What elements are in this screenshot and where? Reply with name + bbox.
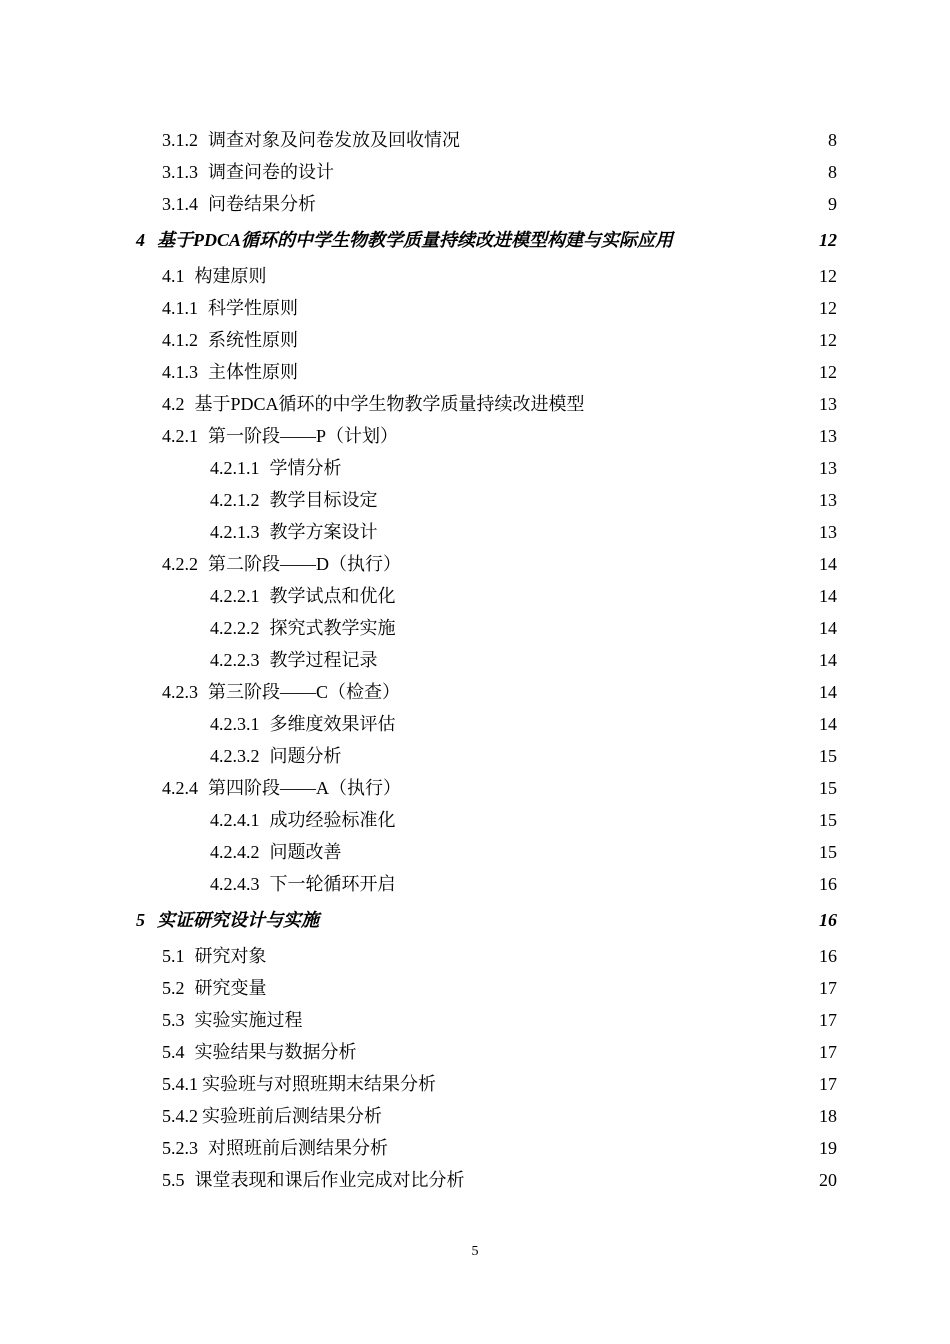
toc-entry-label [210, 804, 396, 836]
toc-entry[interactable] [0, 324, 950, 356]
toc-entry-title: 基于PDCA循环的中学生物教学质量持续改进模型构建与实际应用 [157, 230, 674, 250]
toc-entry-title: 成功经验标准化 [269, 810, 396, 830]
toc-entry-number: 5.4 [162, 1042, 185, 1062]
toc-entry-title: 第二阶段——D（执行） [208, 554, 401, 574]
toc-entry-number: 3.1.2 [162, 130, 198, 150]
toc-entry-label [210, 836, 342, 868]
toc-entry-title: 教学试点和优化 [269, 586, 396, 606]
toc-entry-title: 调查对象及问卷发放及回收情况 [208, 130, 460, 150]
toc-entry[interactable] [0, 868, 950, 900]
toc-entry[interactable] [0, 388, 950, 420]
toc-entry-page: 12 [819, 230, 837, 250]
toc-entry[interactable] [0, 1068, 950, 1100]
toc-entry-label [136, 900, 319, 940]
toc-entry-label [210, 580, 396, 612]
toc-entry[interactable] [0, 516, 950, 548]
toc-entry[interactable] [0, 612, 950, 644]
toc-entry-label [210, 484, 378, 516]
toc-entry-label [162, 1068, 436, 1100]
toc-entry-page: 19 [819, 1138, 837, 1158]
toc-entry[interactable] [0, 1100, 950, 1132]
toc-entry-number: 4.2.3 [162, 682, 198, 702]
table-of-contents [0, 124, 950, 1196]
toc-entry-page: 15 [819, 778, 837, 798]
toc-entry-number: 4.2.1 [162, 426, 198, 446]
toc-entry-page: 12 [819, 330, 837, 350]
toc-entry[interactable] [0, 292, 950, 324]
toc-entry[interactable] [0, 676, 950, 708]
toc-entry-page: 14 [819, 682, 837, 702]
toc-entry-title: 实证研究设计与实施 [157, 910, 319, 930]
toc-entry-label [162, 156, 334, 188]
page-number: 5 [471, 1244, 479, 1259]
toc-entry[interactable] [0, 260, 950, 292]
toc-entry-number: 4.2.4 [162, 778, 198, 798]
toc-entry-title: 问卷结果分析 [208, 194, 316, 214]
toc-entry-page: 14 [819, 618, 837, 638]
toc-entry-page: 16 [819, 874, 837, 894]
toc-entry-label [210, 868, 396, 900]
toc-entry-title: 探究式教学实施 [269, 618, 396, 638]
toc-entry-label [162, 420, 398, 452]
toc-entry-label [162, 1036, 357, 1068]
toc-entry-title: 实验结果与数据分析 [194, 1042, 357, 1062]
toc-entry-number: 5.3 [162, 1010, 185, 1030]
toc-entry-number: 5.4.2 [162, 1106, 198, 1126]
toc-entry-page: 13 [819, 490, 837, 510]
toc-entry-number: 4.2.1.3 [210, 522, 260, 542]
toc-entry-label [210, 612, 396, 644]
toc-entry-title: 实验实施过程 [194, 1010, 303, 1030]
toc-entry[interactable] [0, 804, 950, 836]
toc-entry[interactable] [0, 356, 950, 388]
toc-entry-title: 问题分析 [269, 746, 342, 766]
toc-entry-page: 15 [819, 810, 837, 830]
toc-entry-label [162, 124, 460, 156]
toc-entry[interactable] [0, 420, 950, 452]
toc-entry-label [162, 1100, 382, 1132]
toc-entry[interactable] [0, 1132, 950, 1164]
toc-entry-page: 18 [819, 1106, 837, 1126]
toc-entry[interactable] [0, 156, 950, 188]
toc-entry[interactable] [0, 836, 950, 868]
toc-entry-number: 5.5 [162, 1170, 185, 1190]
toc-entry-page: 13 [819, 426, 837, 446]
toc-entry-label [162, 388, 585, 420]
toc-entry-title: 对照班前后测结果分析 [208, 1138, 388, 1158]
toc-entry-title: 教学过程记录 [269, 650, 378, 670]
toc-entry-page: 13 [819, 522, 837, 542]
toc-entry-page: 17 [819, 1010, 837, 1030]
toc-entry-number: 4.2.3.1 [210, 714, 260, 734]
toc-entry-label [162, 676, 400, 708]
toc-entry[interactable] [0, 972, 950, 1004]
toc-entry-page: 15 [819, 746, 837, 766]
toc-entry-title: 多维度效果评估 [269, 714, 396, 734]
toc-entry-page: 20 [819, 1170, 837, 1190]
toc-entry-number: 4.2.2.1 [210, 586, 260, 606]
toc-entry-label [210, 452, 342, 484]
toc-entry-title: 主体性原则 [208, 362, 298, 382]
toc-entry-number: 4.2.1.1 [210, 458, 260, 478]
toc-entry-label [162, 356, 298, 388]
toc-entry-number: 4.2.2.2 [210, 618, 260, 638]
toc-chapter-entry[interactable] [0, 220, 950, 260]
toc-entry-page: 8 [828, 130, 837, 150]
toc-entry-label [210, 740, 342, 772]
toc-entry-label [162, 548, 401, 580]
toc-entry-title: 课堂表现和课后作业完成对比分析 [194, 1170, 465, 1190]
toc-chapter-entry[interactable] [0, 900, 950, 940]
toc-entry-label [162, 292, 298, 324]
toc-entry-title: 第四阶段——A（执行） [208, 778, 401, 798]
toc-entry-number: 4.1.3 [162, 362, 198, 382]
toc-entry-page: 17 [819, 1042, 837, 1062]
toc-entry-page: 8 [828, 162, 837, 182]
toc-entry[interactable] [0, 124, 950, 156]
toc-entry-number: 5.2.3 [162, 1138, 198, 1158]
toc-entry-label [210, 516, 378, 548]
toc-entry-number: 3.1.4 [162, 194, 198, 214]
toc-entry-number: 4.2.4.2 [210, 842, 260, 862]
toc-entry-page: 13 [819, 458, 837, 478]
toc-entry[interactable] [0, 740, 950, 772]
toc-entry-page: 16 [819, 946, 837, 966]
toc-entry[interactable] [0, 188, 950, 220]
toc-entry-number: 4.2 [162, 394, 185, 414]
toc-entry-number: 5.4.1 [162, 1074, 198, 1094]
toc-entry-number: 5 [136, 910, 145, 930]
toc-entry-label [210, 644, 378, 676]
toc-entry-title: 下一轮循环开启 [269, 874, 396, 894]
toc-entry-number: 4.1.1 [162, 298, 198, 318]
toc-entry[interactable] [0, 1164, 950, 1196]
toc-entry[interactable] [0, 644, 950, 676]
toc-entry-page: 14 [819, 554, 837, 574]
toc-entry-title: 基于PDCA循环的中学生物教学质量持续改进模型 [194, 394, 585, 414]
toc-entry-page: 14 [819, 650, 837, 670]
toc-entry-number: 4.1 [162, 266, 185, 286]
toc-entry-title: 实验班与对照班期末结果分析 [202, 1074, 436, 1094]
toc-entry-label [162, 940, 267, 972]
toc-entry-number: 4.2.2 [162, 554, 198, 574]
toc-entry-title: 研究变量 [194, 978, 267, 998]
toc-entry-page: 9 [828, 194, 837, 214]
toc-entry[interactable] [0, 1004, 950, 1036]
toc-entry[interactable] [0, 772, 950, 804]
toc-entry-page: 12 [819, 298, 837, 318]
toc-entry-title: 教学目标设定 [269, 490, 378, 510]
toc-entry-label [162, 772, 401, 804]
toc-entry-page: 12 [819, 266, 837, 286]
toc-entry-title: 研究对象 [194, 946, 267, 966]
toc-entry-title: 问题改善 [269, 842, 342, 862]
toc-entry-label [162, 188, 316, 220]
toc-entry-page: 14 [819, 586, 837, 606]
toc-entry-label [136, 220, 673, 260]
toc-entry-label [162, 324, 298, 356]
toc-entry[interactable] [0, 484, 950, 516]
toc-entry-page: 16 [819, 910, 837, 930]
toc-entry-title: 系统性原则 [208, 330, 298, 350]
toc-entry-label [162, 260, 267, 292]
toc-entry-number: 4.2.4.1 [210, 810, 260, 830]
toc-entry-number: 4.2.3.2 [210, 746, 260, 766]
toc-entry-page: 15 [819, 842, 837, 862]
toc-entry-label [162, 972, 267, 1004]
toc-entry[interactable] [0, 548, 950, 580]
toc-entry-label [162, 1164, 465, 1196]
toc-entry-label [162, 1004, 303, 1036]
toc-entry-page: 12 [819, 362, 837, 382]
toc-entry-page: 13 [819, 394, 837, 414]
toc-entry-number: 3.1.3 [162, 162, 198, 182]
toc-entry-title: 构建原则 [194, 266, 267, 286]
toc-entry-title: 教学方案设计 [269, 522, 378, 542]
toc-entry[interactable] [0, 580, 950, 612]
toc-entry-number: 4.2.4.3 [210, 874, 260, 894]
toc-entry[interactable] [0, 452, 950, 484]
toc-entry-page: 14 [819, 714, 837, 734]
toc-entry-title: 第一阶段——P（计划） [208, 426, 399, 446]
toc-entry[interactable] [0, 708, 950, 740]
toc-entry-title: 学情分析 [269, 458, 342, 478]
toc-entry-number: 4.2.1.2 [210, 490, 260, 510]
toc-entry-number: 4.1.2 [162, 330, 198, 350]
toc-entry-title: 第三阶段——C（检查） [208, 682, 401, 702]
toc-entry-title: 实验班前后测结果分析 [202, 1106, 382, 1126]
toc-entry-title: 科学性原则 [208, 298, 298, 318]
toc-entry[interactable] [0, 1036, 950, 1068]
toc-entry-number: 5.2 [162, 978, 185, 998]
toc-entry-page: 17 [819, 978, 837, 998]
toc-entry-title: 调查问卷的设计 [208, 162, 334, 182]
toc-entry[interactable] [0, 940, 950, 972]
toc-entry-number: 4.2.2.3 [210, 650, 260, 670]
toc-entry-page: 17 [819, 1074, 837, 1094]
toc-entry-label [210, 708, 396, 740]
toc-entry-number: 4 [136, 230, 145, 250]
toc-entry-number: 5.1 [162, 946, 185, 966]
toc-entry-label [162, 1132, 388, 1164]
